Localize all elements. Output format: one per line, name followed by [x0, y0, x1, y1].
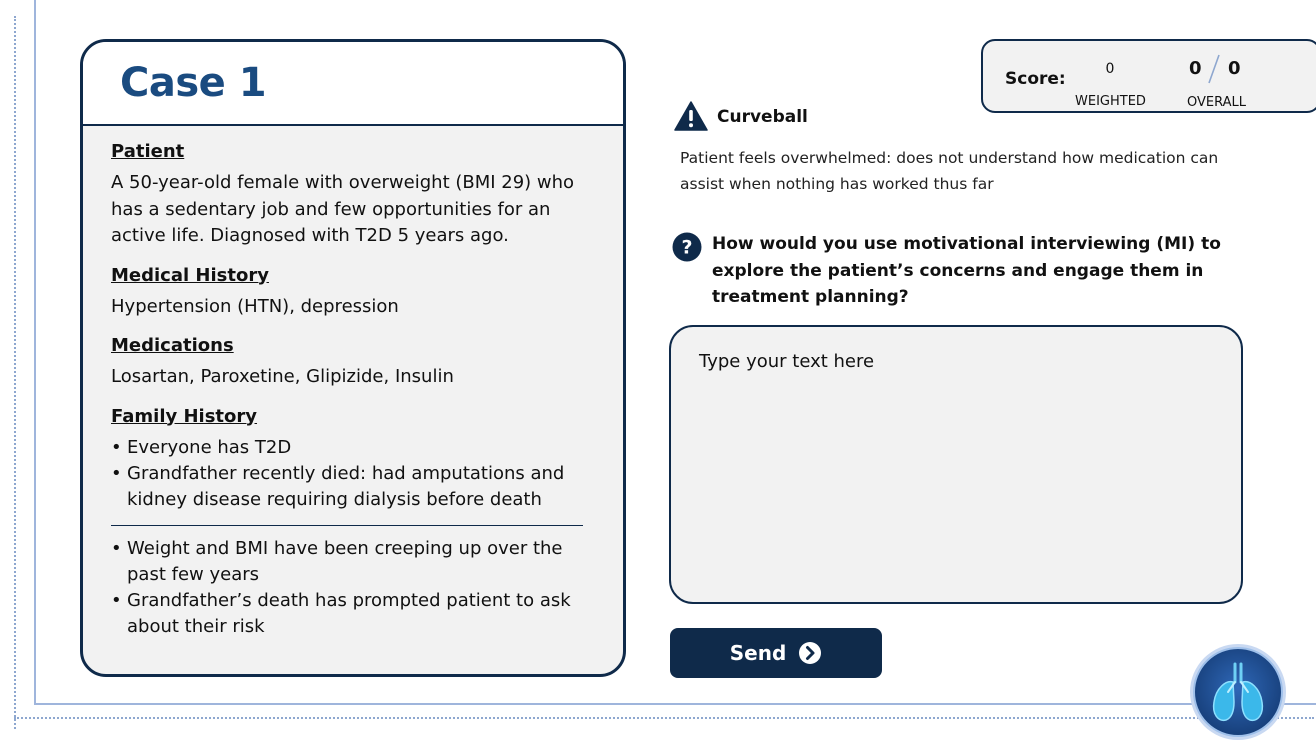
case-title: Case 1 — [120, 60, 267, 106]
overall-score-denominator: 0 — [1228, 58, 1241, 79]
send-button[interactable] — [670, 628, 882, 678]
medications-section — [111, 334, 595, 391]
medical-history-heading: Medical History — [111, 264, 269, 286]
question-text: How would you use motivational interviewing (MI) to explore the patient’s concerns and engage them in treatment planning? — [712, 234, 1221, 307]
warning-triangle-icon — [674, 101, 708, 131]
curveball-text: Patient feels overwhelmed: does not understand how medication can assist when nothing has worked thus far — [680, 149, 1219, 193]
section-divider — [111, 525, 583, 526]
chevron-right-circle-icon — [798, 641, 822, 665]
patient-text: A 50-year-old female with overweight (BMI 29) who has a sedentary job and few opportunities for an active life. Diagnosed with T2D 5 years ago. — [111, 172, 575, 246]
score-slash-icon — [1207, 53, 1221, 85]
answer-input[interactable] — [669, 325, 1243, 604]
family-history-heading: Family History — [111, 405, 258, 427]
list-item: • Grandfather recently died: had amputations and kidney disease requiring dialysis before death — [111, 461, 595, 513]
svg-text:?: ? — [681, 236, 693, 259]
medications-heading: Medications — [111, 335, 234, 356]
lungs-logo-icon — [1188, 642, 1288, 742]
list-item: • Weight and BMI have been creeping up over the past few years — [111, 536, 595, 588]
medical-history-section — [111, 264, 595, 321]
frame-dotted-left — [14, 16, 16, 729]
frame-solid-left — [34, 0, 36, 705]
frame-dotted-bottom — [14, 717, 1314, 719]
overall-score-label: OVERALL — [1187, 95, 1246, 110]
case-body — [83, 126, 623, 640]
overall-score-numerator: 0 — [1189, 58, 1202, 79]
score-label: Score: — [1005, 69, 1066, 89]
patient-section — [111, 140, 595, 250]
additional-info-list — [111, 536, 595, 640]
family-history-section — [111, 405, 595, 513]
family-history-list — [111, 435, 595, 513]
weighted-score-label: WEIGHTED — [1075, 94, 1146, 109]
patient-heading: Patient — [111, 141, 185, 162]
score-box — [981, 39, 1316, 113]
weighted-score-value: 0 — [1105, 61, 1115, 77]
medical-history-text: Hypertension (HTN), depression — [111, 295, 399, 317]
list-item: • Everyone has T2D — [111, 435, 595, 461]
question-circle-icon — [672, 232, 702, 262]
frame-solid-bottom — [34, 703, 1316, 705]
send-button-label: Send — [729, 641, 787, 665]
curveball-title: Curveball — [717, 107, 808, 127]
medications-text: Losartan, Paroxetine, Glipizide, Insulin — [111, 366, 454, 387]
list-item: • Grandfather’s death has prompted patient to ask about their risk — [111, 588, 595, 640]
case-card — [80, 39, 626, 677]
case-header — [83, 42, 623, 126]
